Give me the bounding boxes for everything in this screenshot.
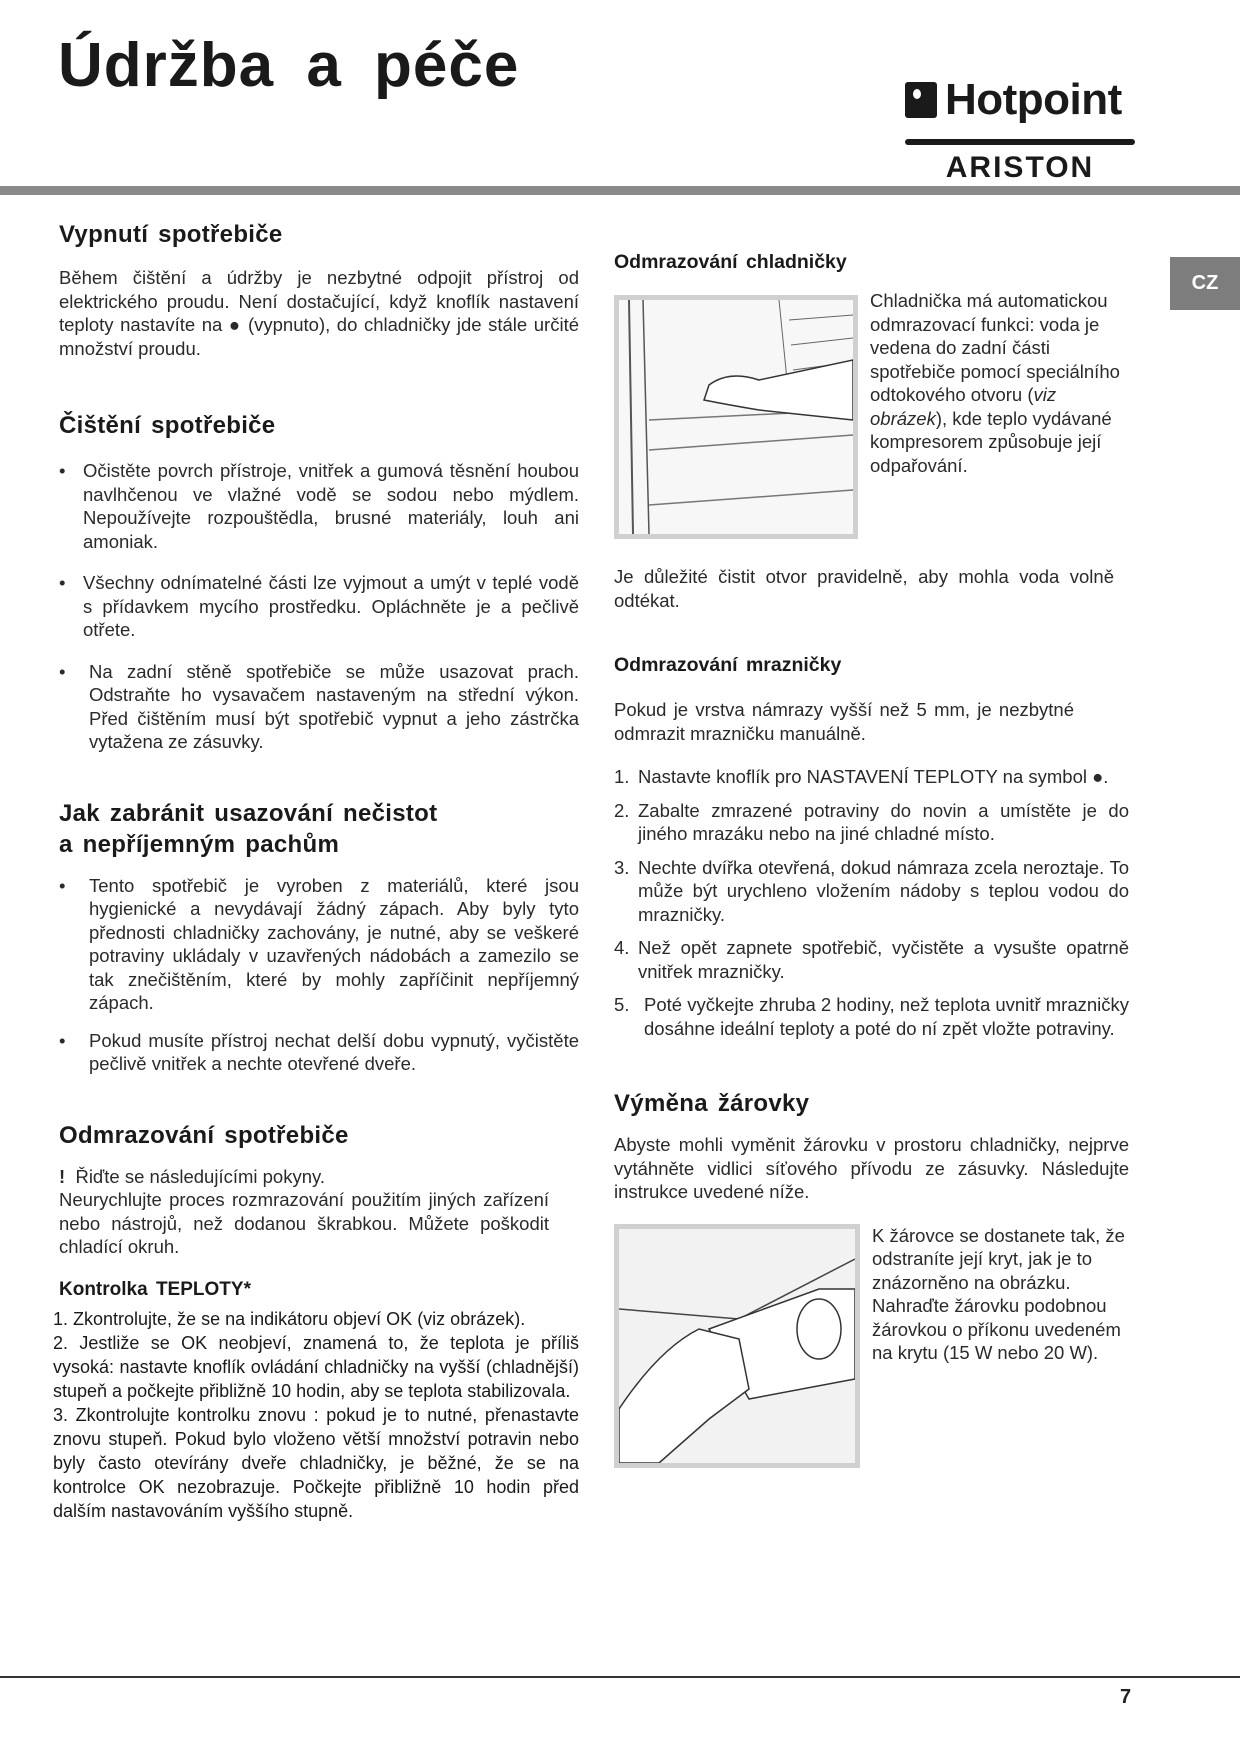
list-item: 3. Nechte dvířka otevřená, dokud námraza zcela neroztaje. To může být urychleno vložením nádoby s teplou vodou do mrazničky. [614,856,1129,925]
list-item: 2. Jestliže se OK neobjeví, znamená to, že teplota je příliš vysoká: nastavte knoflík ovládání chladničky na vyšší (chladnější) stupeň a počkejte přibližně 10 hodin, aby se teplota stabilizovala. [53,1332,579,1401]
brand-logo [905,75,1135,185]
page-header [0,0,1240,186]
defrost-drain-illustration [614,295,858,539]
paragraph: Abyste mohli vyměnit žárovku v prostoru chladničky, nejprve vytáhněte vidlici síťového přívodu ze zásuvky. Následujte instrukce uvedené níže. [614,1134,1129,1202]
list-item: • Všechny odnímatelné části lze vyjmout a umýt v teplé vodě s přídavkem mycího prostředku. Opláchněte je a pečlivě otřete. [59,572,579,640]
list-item: • Pokud musíte přístroj nechat delší dobu vypnutý, vyčistěte pečlivě vnitřek a nechte otevřené dveře. [59,1029,579,1074]
page-title: Údržba a péče [58,31,520,100]
logo-divider [905,139,1135,145]
section-heading: Jak zabránit usazování nečistot a nepříjemným pachům [59,799,438,858]
list-item: • Tento spotřebič je vyroben z materiálů, které jsou hygienické a nevydávají žádný zápach. Aby byly tyto přednosti chladničky zachovány, je nutné, aby se veškeré potraviny ukládaly v uzavřených nádobách a zamezilo se tak znečištěním, které by mohly zapříčinit nepříjemný zápach. [59,874,579,1013]
subsection-heading: Odmrazování chladničky [614,251,847,273]
logo-brand: Hotpoint [945,75,1122,124]
section-heading: Vypnutí spotřebiče [59,221,283,248]
warning-icon: ! [59,1165,66,1187]
figure-row [614,289,1129,539]
list-item: • Očistěte povrch přístroje, vnitřek a gumová těsnění houbou navlhčenou ve vlažné vodě se sodou nebo mýdlem. Nepoužívejte rozpouštědla, brusné materiály, louh ani amoniak. [59,460,579,552]
page-number: 7 [1120,1686,1132,1708]
numbered-list [53,1307,579,1523]
list-item: 3. Zkontrolujte kontrolku znovu : pokud je to nutné, přenastavte znovu stupeň. Pokud bylo vloženo větší množství potravin nebo byly často otevírány dveře chladničky, je běžné, že se na kontrolce OK nezobrazuje. Počkejte přibližně 10 hodin před dalším nastavováním vyššího stupně. [53,1404,579,1521]
logo-sub: ARISTON [945,151,1095,184]
paragraph: Během čištění a údržby je nezbytné odpojit přístroj od elektrického proudu. Není dostačující, když knoflík nastavení teploty nastavíte na ● (vypnuto), do chladničky jde stále určité množství proudu. [59,267,579,359]
paragraph: Je důležité čistit otvor pravidelně, aby mohla voda volně odtékat. [614,566,1114,611]
subsection-heading: Kontrolka TEPLOTY* [59,1278,251,1300]
list-item: 1. Zkontrolujte, že se na indikátoru objeví OK (viz obrázek). [53,1308,526,1329]
paragraph: ! Řiďte se následujícími pokyny. Neurychlujte proces rozmrazování použitím jiných zařízení nebo nástrojů, než dodanou škrabkou. Můžete poškodit chladící okruh. [59,1165,549,1257]
left-column [53,219,579,1656]
list-item: 4. Než opět zapnete spotřebič, vyčistěte a vysušte opatrně vnitřek mrazničky. [614,937,1129,982]
right-column [614,219,1129,1656]
caption: Chladnička má automatickou odmrazovací funkci: voda je vedena do zadní části spotřebiče pomocí speciálního odtokového otvoru (viz obrázek), kde teplo vydávané kompresorem způsobuje její odpařování. [870,290,1120,476]
logo-mark-icon [905,82,937,118]
list-item: • Na zadní stěně spotřebiče se může usazovat prach. Odstraňte ho vysavačem nastaveným na střední výkon. Před čištěním musí být spotřebič vypnut a jeho zástrčka vytažena ze zásuvky. [59,660,579,752]
list-item: 5. Poté vyčkejte zhruba 2 hodiny, než teplota uvnitř mrazničky dosáhne ideální teploty a poté do ní zpět vložte potraviny. [614,994,1130,1039]
list-item: 2. Zabalte zmrazené potraviny do novin a umístěte je do jiného mrazáku nebo na jiné chladné místo. [614,799,1129,844]
language-tab: CZ [1170,257,1240,310]
paragraph: Pokud je vrstva námrazy vyšší než 5 mm, je nezbytné odmrazit mrazničku manuálně. [614,699,1074,744]
footer [0,1676,1240,1753]
section-heading: Odmrazování spotřebiče [59,1121,349,1149]
bulb-replacement-illustration [614,1224,860,1468]
fridge-interior-illustration [619,300,853,534]
list-item: 1. Nastavte knoflík pro NASTAVENÍ TEPLOTY na symbol ●. [614,766,1109,787]
content [0,195,1240,1676]
caption: K žárovce se dostanete tak, že odstraníte její kryt, jak je to znázorněno na obrázku. Nahraďte žárovku podobnou žárovkou o příkonu uvedeném na krytu (15 W nebo 20 W). [872,1224,1125,1363]
section-heading: Výměna žárovky [614,1090,810,1117]
subsection-heading: Odmrazování mrazničky [614,654,842,676]
section-heading: Čištění spotřebiče [59,412,276,439]
bulb-cover-illustration [619,1229,855,1463]
figure-row [614,1224,1129,1468]
header-divider [0,186,1240,195]
